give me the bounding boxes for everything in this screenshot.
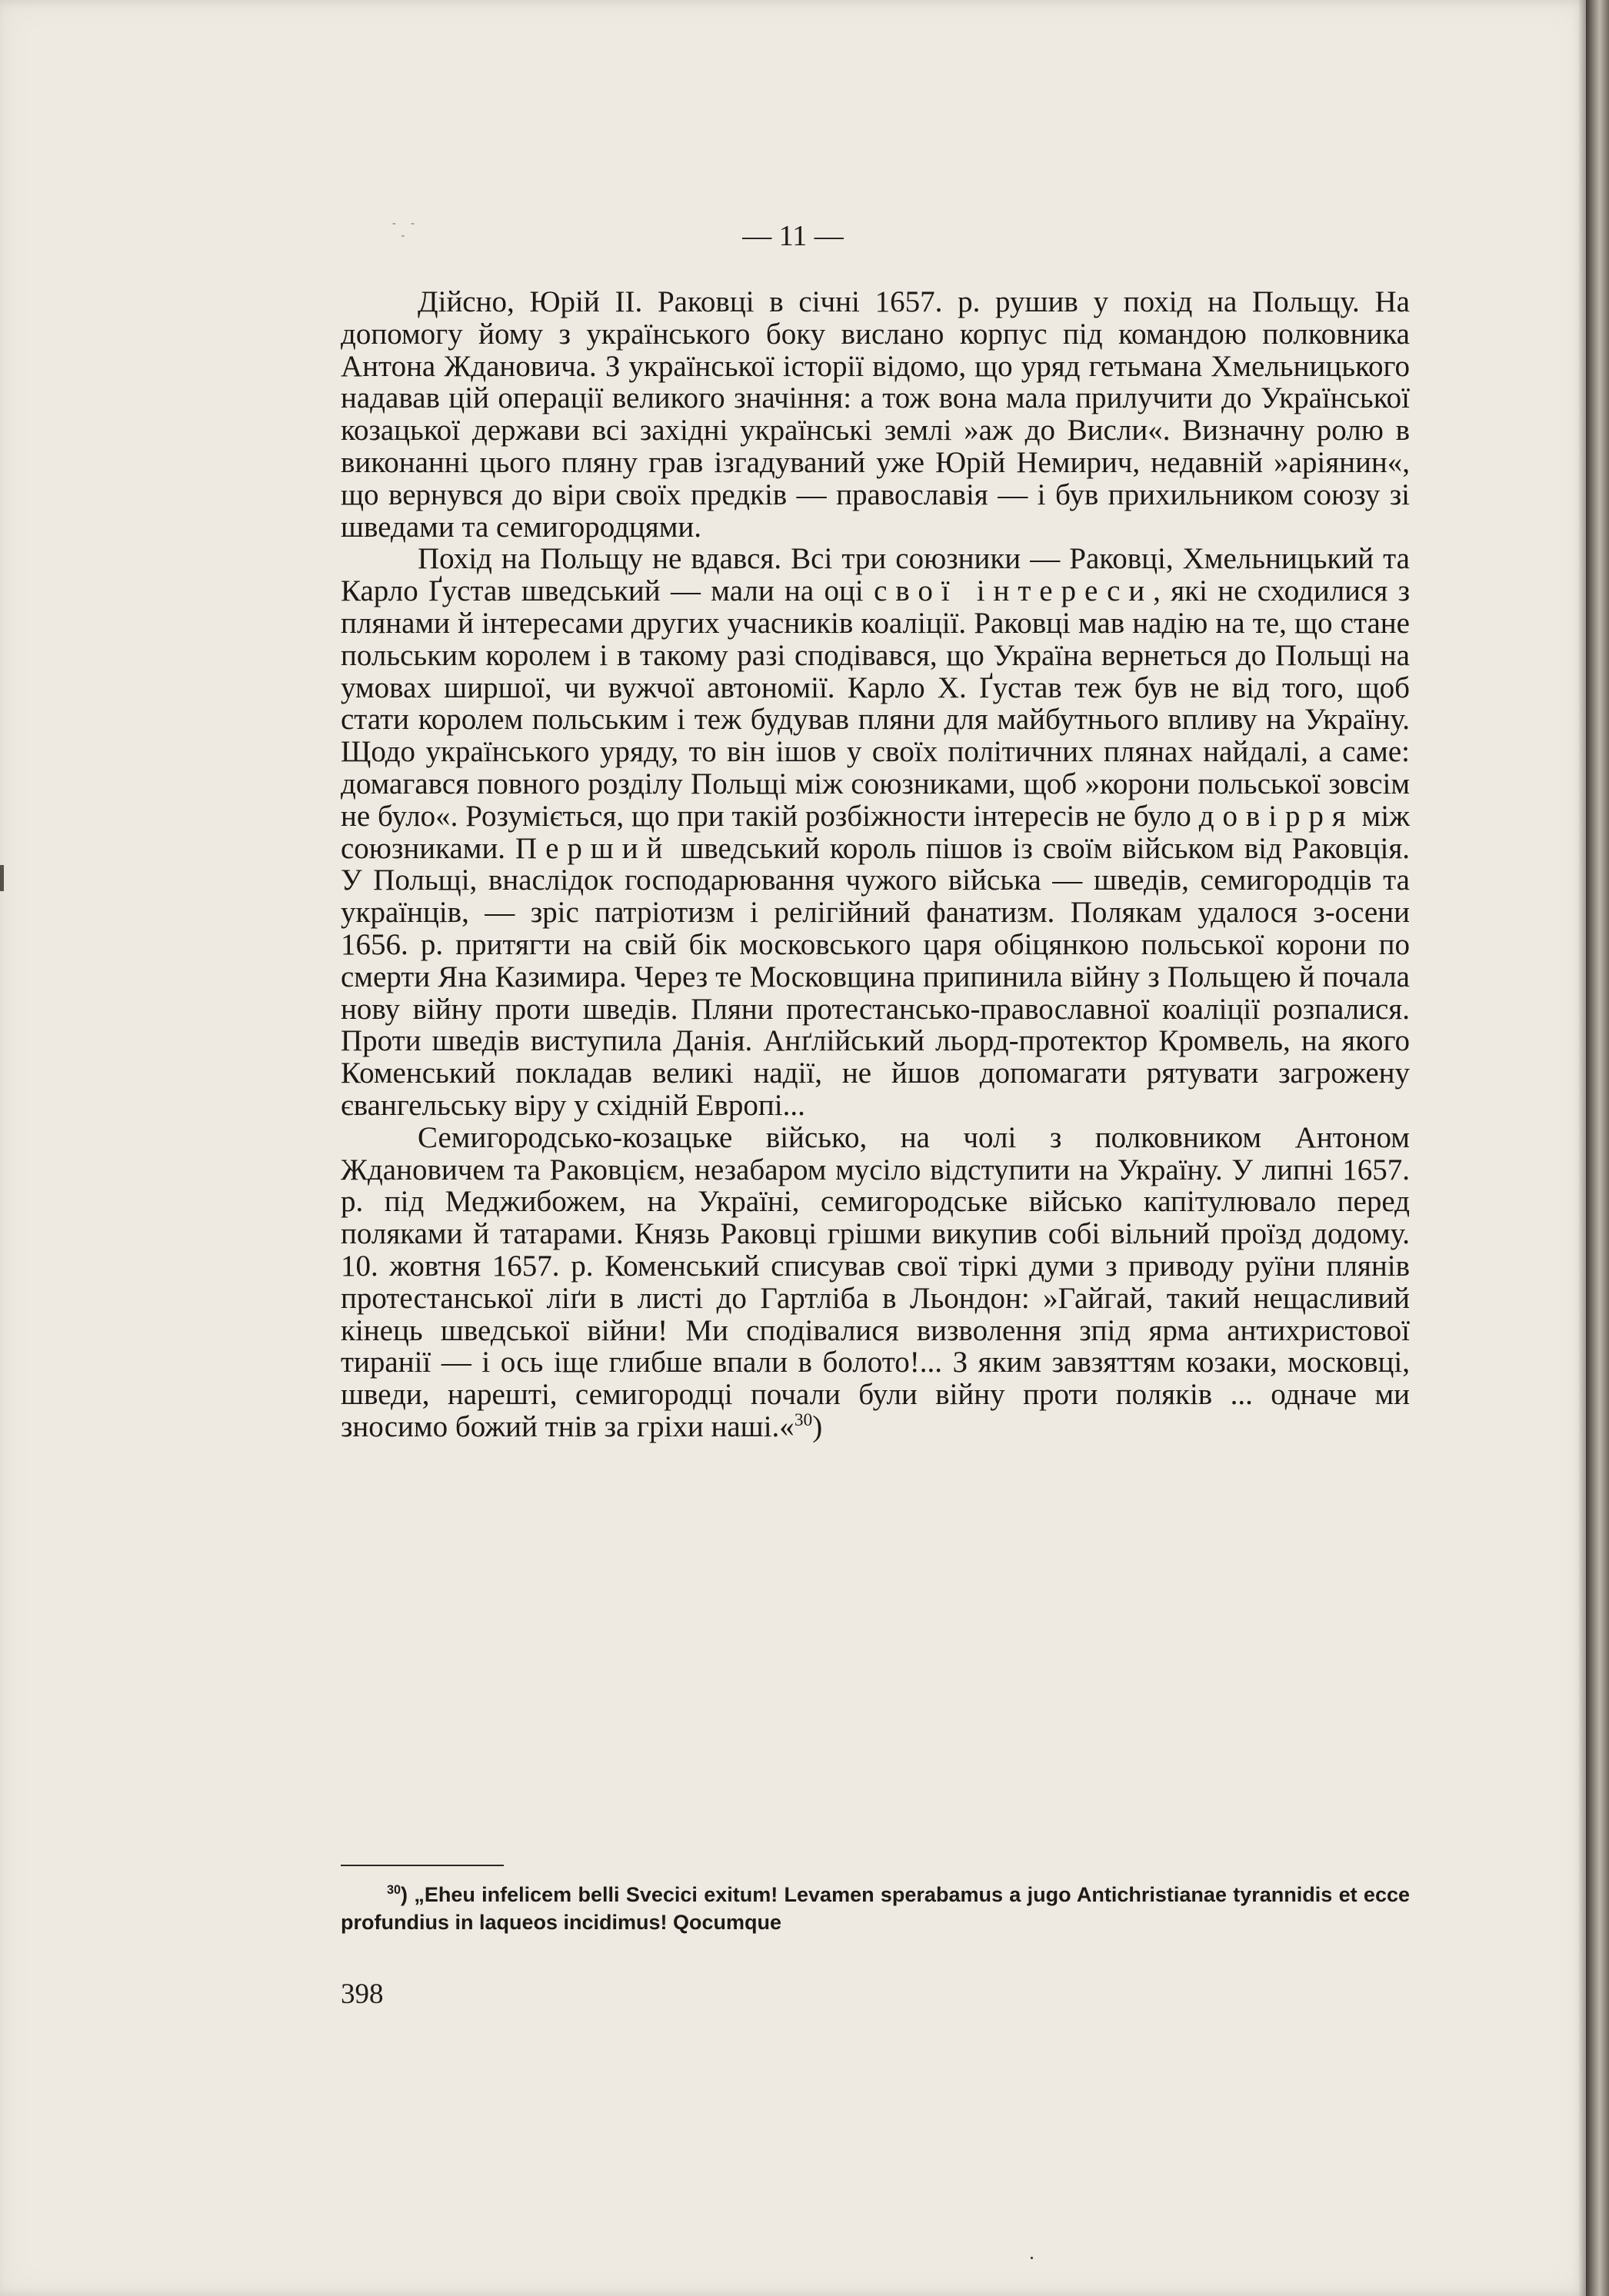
- emphasis-dovirrya: довірря: [1198, 799, 1354, 833]
- paragraph-2-part-b: , які не сходилися з плянами й інтересами других учасників коаліції. Раковці мав надію на те, що стане польським королем і в такому разі сподівався, що Україна вернеться до Польщі на умовах ширшої, чи вужчої автономії. Карло Х. Ґустав теж був не від того, щоб стати королем польським і теж будував пляни для майбутнього впливу на Україну. Щодо українського уряду, то він ішов у своїх політичних плянах найдалі, а саме: домагався повного розділу Польщі між союзниками, щоб »корони польської зовсім не було«. Розуміється, що при такій розбіжности інтересів не було: [341, 574, 1411, 833]
- main-text: [341, 286, 1410, 1443]
- paragraph-2-part-a: Похід на Польщу не вдався. Всі три союзники — Раковці, Хмельницький та Карло Ґустав шведський — мали на оці: [341, 542, 1410, 608]
- folio-number: 398: [341, 1978, 384, 2010]
- footnote: [341, 1881, 1410, 1936]
- paragraph-1: Дійсно, Юрій II. Раковці в січні 1657. р. рушив у похід на Польщу. На допомогу йому з українського боку вислано корпус під командою полковника Антона Ждановича. З української історії відомо, що уряд гетьмана Хмельницького надавав цій операції великого значіння: а тож вона мала прилучити до Української козацької держави всі західні українські землі »аж до Висли«. Визначну ролю в виконанні цього пляну грав ізгадуваний уже Юрій Немирич, недавній »аріянин«, що вернувся до віри своїх предків — православія — і був прихильником союзу зі шведами та семигородцями.: [341, 285, 1410, 544]
- dust-speck: [1031, 2257, 1033, 2259]
- footnote-marker: 30: [387, 1883, 401, 1897]
- page-gutter-shadow: [1578, 0, 1586, 2296]
- book-spine-edge: [1586, 0, 1609, 2296]
- paragraph-2: [341, 543, 1410, 1121]
- paragraph-3-part-b: ): [812, 1409, 823, 1443]
- paragraph-3-part-a: Семигородсько-козацьке військо, на чолі з полковником Антоном Ждановичем та Раковцієм, незабаром мусіло відступити на Україну. У липні 1657. р. під Меджибожем, на Україні, семигородське військо капітулювало перед поляками й татарами. Князь Раковці грішми викупив собі вільний проїзд додому. 10. жовтня 1657. р. Коменський списував свої тіркі думи з приводу руїни плянів протестанської ліґи в листі до Гартліба в Льондон: »Гайгай, такий нещасливий кінець шведської війни! Ми сподівалися визволення зпід ярма антихристової тиранії — і ось іще глибше впали в болото!... З яким завзяттям козаки, московці, шведи, нарешті, семигородці почали були війну проти поляків ... одначе ми зносимо божий тнів за гріхи наші.«: [341, 1120, 1410, 1443]
- running-page-number: — 11 —: [742, 220, 844, 252]
- emphasis-pershyi: Перший: [515, 831, 671, 865]
- footnote-text: ) „Eheu infelicem belli Svecici exitum! Levamen sperabamus a jugo Antichristianae tyrannidis et ecce profundius in laqueos incidimus! Qocumque: [341, 1883, 1410, 1934]
- paragraph-2-part-c: між союзниками.: [341, 799, 1411, 865]
- footnote-reference[interactable]: 30: [794, 1409, 813, 1430]
- paragraph-2-part-d: шведський король пішов із своїм військом від Раковція. У Польщі, внаслідок господарювання чужого війська — шведів, семигородців та українців, — зріс патріотизм і релігійний фанатизм. Полякам удалося з-осени 1656. р. притягти на свій бік московського царя обіцянкою польської корони по смерти Яна Казимира. Через те Московщина припинила війну з Польщею й почала нову війну проти шведів. Пляни протестансько-православної коаліції розпалися. Проти шведів виступила Данія. Анґлійський льорд-протектор Кромвель, на якого Коменський покладав великі надії, не йшов допомагати рятувати загрожену євангельську віру у східній Европі...: [341, 831, 1411, 1122]
- footnote-divider: [341, 1865, 504, 1866]
- ink-smudge: - - -: [392, 218, 421, 241]
- scan-edge-mark: [0, 865, 4, 891]
- emphasis-svoi-interesy: свої інтереси: [874, 574, 1154, 608]
- paragraph-3: [341, 1122, 1410, 1443]
